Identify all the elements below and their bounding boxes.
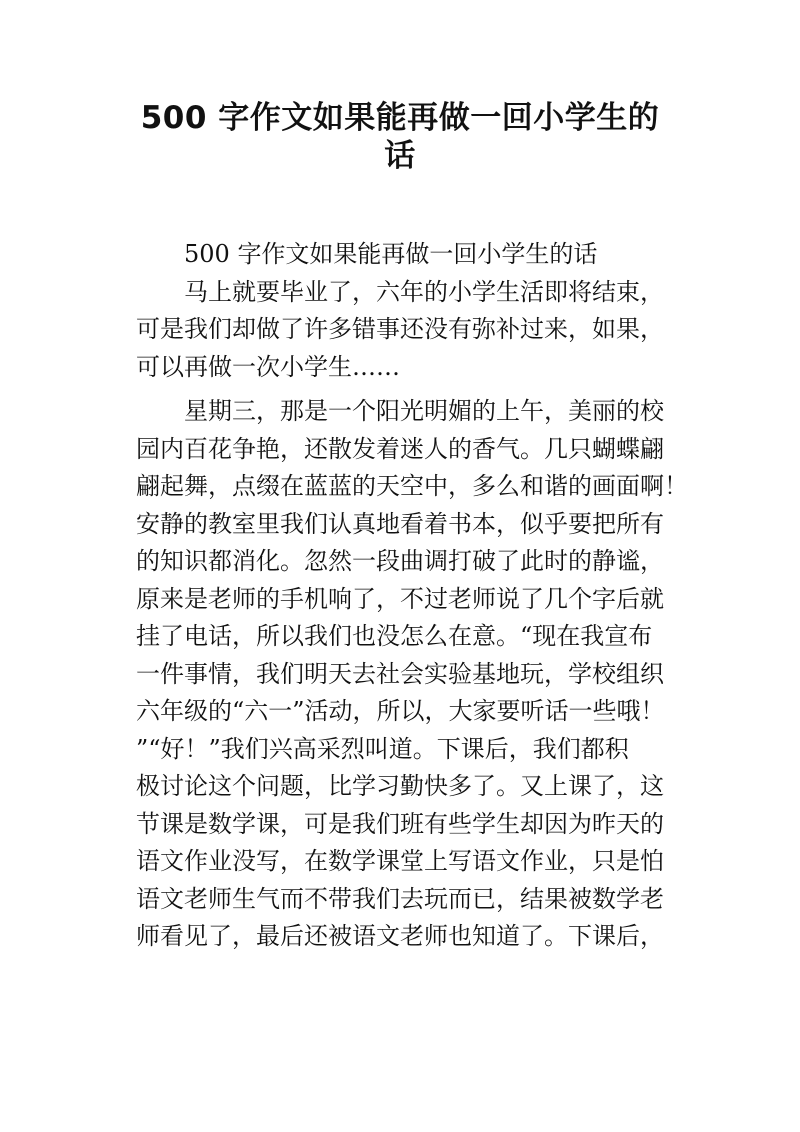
paragraph-line: 园内百花争艳，还散发着迷人的香气。几只蝴蝶翩 <box>136 434 664 463</box>
paragraph-subtitle <box>136 236 672 274</box>
paragraph-line: 500 字作文如果能再做一回小学生的话 <box>184 240 598 268</box>
paragraph-line: 马上就要毕业了，六年的小学生活即将结束， <box>184 277 664 306</box>
paragraph-line: 的知识都消化。忽然一段曲调打破了此时的静谧， <box>136 547 664 575</box>
paragraph-line: 星期三，那是一个阳光明媚的上午，美丽的校 <box>184 397 664 425</box>
paragraph-line: 节课是数学课，可是我们班有些学生却因为昨天的 <box>136 809 664 838</box>
paragraph-line: 安静的教室里我们认真地看着书本，似乎要把所有 <box>136 509 664 538</box>
paragraph-line: 可是我们却做了许多错事还没有弥补过来，如果， <box>136 315 664 343</box>
paragraph-line: 师看见了，最后还被语文老师也知道了。下课后， <box>136 922 664 950</box>
paragraph-story <box>136 393 688 956</box>
paragraph-line: 六年级的“六一”活动，所以，大家要听话一些哦！ <box>136 697 665 725</box>
title-line-1: 500 字作文如果能再做一回小学生的 <box>140 100 660 136</box>
paragraph-line: 语文老师生气而不带我们去玩而已，结果被数学老 <box>136 884 664 913</box>
document-title <box>120 96 680 174</box>
paragraph-line: 语文作业没写，在数学课堂上写语文作业，只是怕 <box>136 847 664 875</box>
paragraph-line: 原来是老师的手机响了，不过老师说了几个字后就 <box>136 584 664 613</box>
paragraph-intro <box>136 274 672 387</box>
paragraph-line: 一件事情，我们明天去社会实验基地玩，学校组织 <box>136 659 664 688</box>
paragraph-gap <box>136 386 672 393</box>
title-line-2: 话 <box>384 137 416 174</box>
document-body <box>136 236 688 956</box>
paragraph-line: 翩起舞，点缀在蓝蓝的天空中，多么和谐的画面啊！ <box>136 472 688 500</box>
paragraph-line: ”“好！”我们兴高采烈叫道。下课后，我们都积 <box>136 734 629 763</box>
paragraph-line: 极讨论这个问题，比学习勤快多了。又上课了，这 <box>136 772 664 800</box>
paragraph-line: 挂了电话，所以我们也没怎么在意。“现在我宣布 <box>136 622 653 650</box>
paragraph-line: 可以再做一次小学生…… <box>136 352 400 381</box>
